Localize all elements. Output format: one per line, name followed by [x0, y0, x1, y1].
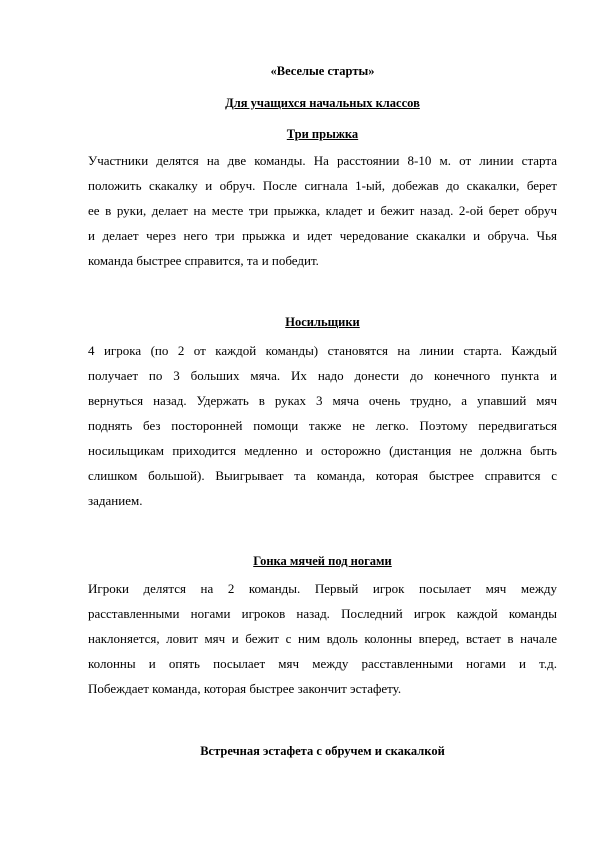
- paragraph-line: команда быстрее справится, та и победит.: [88, 253, 319, 268]
- paragraph-line: Игроки делятся на 2 команды. Первый игрок посылает мяч между: [88, 581, 557, 596]
- paragraph-line: ее в руки, делает на месте три прыжка, кладет и бежит назад. 2-ой берет обруч: [88, 203, 557, 218]
- paragraph-line: слишком большой). Выигрывает та команда, которая быстрее справится с: [88, 468, 557, 483]
- section-paragraph-porters: [88, 338, 557, 513]
- paragraph-line: носильщикам приходится медленно и осторожно (дистанция не должна быть: [88, 443, 557, 458]
- paragraph-line: положить скакалку и обруч. После сигнала 1-ый, добежав до скакалки, берет: [88, 178, 557, 193]
- paragraph-line: Побеждает команда, которая быстрее закончит эстафету.: [88, 681, 402, 696]
- document-page: [88, 0, 557, 842]
- document-subtitle: Для учащихся начальных классов: [225, 96, 420, 110]
- paragraph-line: вернуться назад. Удержать в руках 3 мяча очень трудно, а упавший мяч: [88, 393, 557, 408]
- section-heading-relay: Встречная эстафета с обручем и скакалкой: [200, 744, 445, 758]
- paragraph-line: наклоняется, ловит мяч и бежит с ним вдоль колонны вперед, встает в начале: [88, 631, 557, 646]
- paragraph-line: Участники делятся на две команды. На расстоянии 8-10 м. от линии старта: [88, 153, 557, 168]
- paragraph-line: поднять без посторонней помощи также не легко. Поэтому передвигаться: [88, 418, 557, 433]
- paragraph-line: 4 игрока (по 2 от каждой команды) становятся на линии старта. Каждый: [88, 343, 557, 358]
- paragraph-line: колонны и опять посылает мяч между расставленными ногами и т.д.: [88, 656, 557, 671]
- section-paragraph-ball-race: [88, 576, 557, 701]
- paragraph-line: расставленными ногами игроков назад. Последний игрок каждой команды: [88, 606, 557, 621]
- paragraph-line: получает по 3 больших мяча. Их надо донести до конечного пункта и: [88, 368, 557, 383]
- section-heading-ball-race: Гонка мячей под ногами: [253, 554, 392, 568]
- document-title: «Веселые старты»: [270, 64, 375, 78]
- section-heading-three-jumps: Три прыжка: [286, 127, 359, 141]
- section-paragraph-three-jumps: [88, 148, 557, 273]
- section-heading-porters: Носильщики: [285, 315, 360, 329]
- paragraph-line: и делает через него три прыжка и идет чередование скакалки и обруча. Чья: [88, 228, 557, 243]
- paragraph-line: заданием.: [88, 493, 143, 508]
